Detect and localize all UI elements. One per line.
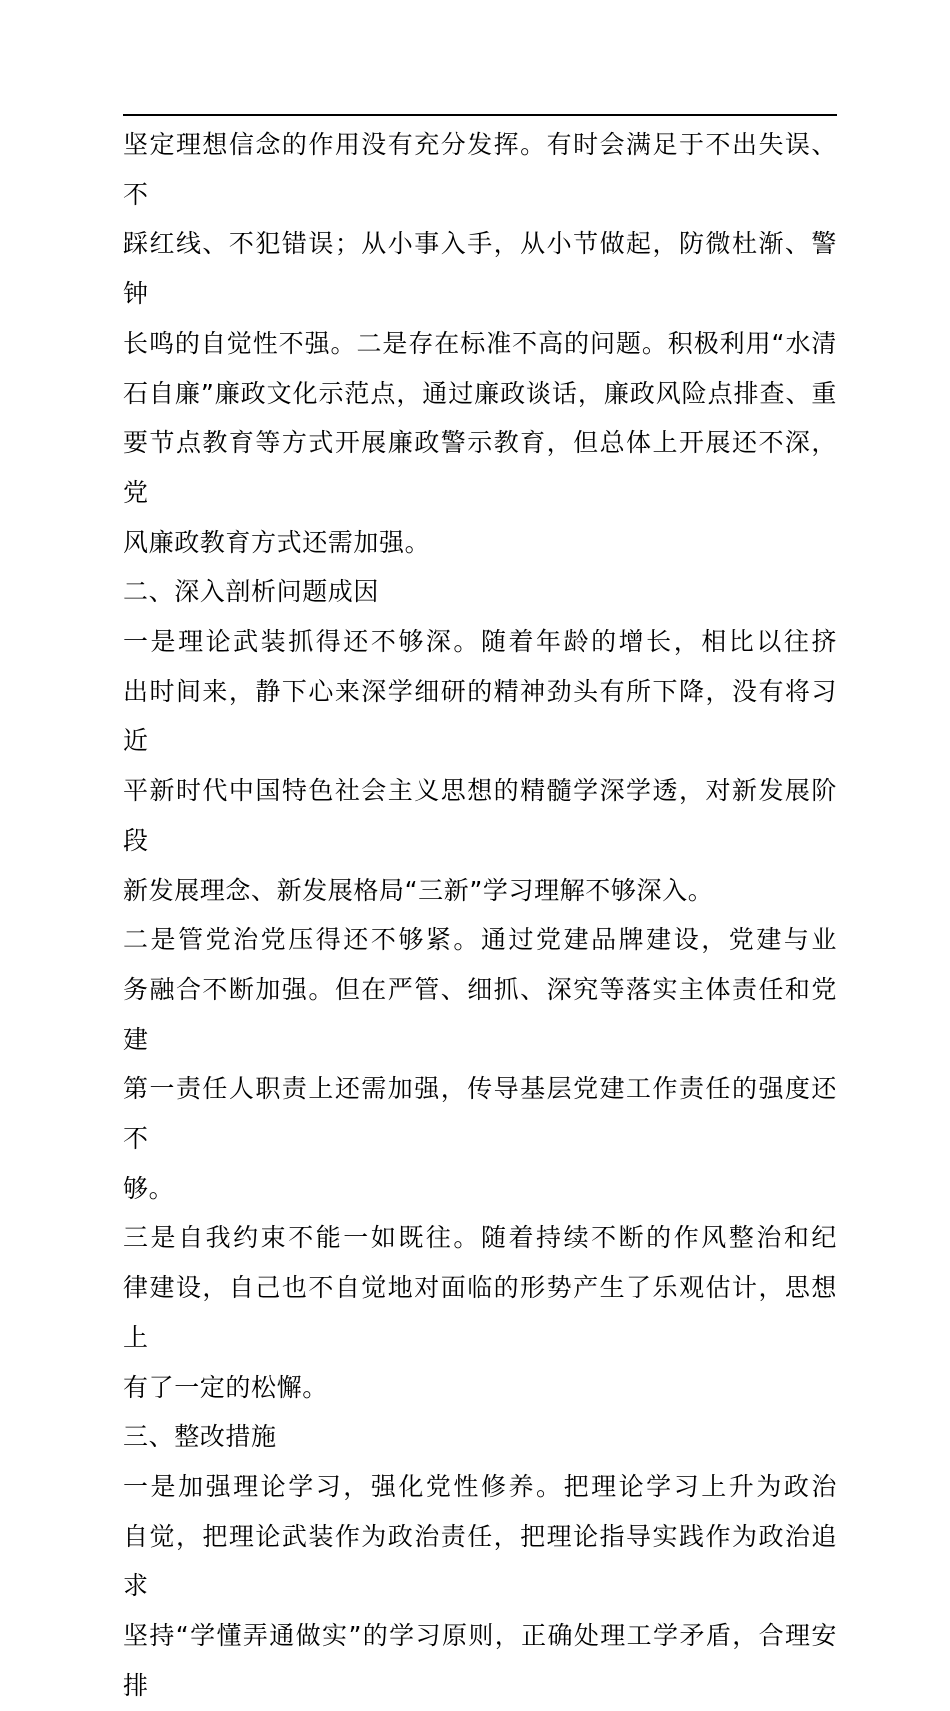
text-line: 平新时代中国特色社会主义思想的精髓学深学透，对新发展阶段	[123, 776, 837, 855]
text-line: 新发展理念、新发展格局“三新”学习理解不够深入。	[123, 875, 714, 905]
text-line: 要节点教育等方式开展廉政警示教育，但总体上开展还不深，党	[123, 428, 837, 507]
text-line: 三是自我约束不能一如既往。随着持续不断的作风整治和纪	[123, 1223, 837, 1253]
text-line: 坚定理想信念的作用没有充分发挥。有时会满足于不出失误、不	[123, 130, 837, 209]
text-line: 有了一定的松懈。	[123, 1372, 328, 1402]
text-line: 二是管党治党压得还不够紧。通过党建品牌建设，党建与业	[123, 925, 837, 955]
text-line: 风廉政教育方式还需加强。	[123, 527, 431, 557]
text-line: 律建设，自己也不自觉地对面临的形势产生了乐观估计，思想上	[123, 1273, 837, 1352]
text-line: 踩红线、不犯错误；从小事入手，从小节做起，防微杜渐、警钟	[123, 229, 837, 309]
text-line: 坚持“学懂弄通做实”的学习原则，正确处理工学矛盾，合理安排	[123, 1621, 837, 1700]
text-line: 务融合不断加强。但在严管、细抓、深究等落实主体责任和党建	[123, 974, 837, 1054]
text-line: 够。	[123, 1173, 175, 1203]
document-body	[123, 120, 837, 1711]
text-line: 出时间来，静下心来深学细研的精神劲头有所下降，没有将习近	[123, 676, 837, 756]
text-line: 自觉，把理论武装作为政治责任，把理论指导实践作为政治追求	[123, 1521, 837, 1601]
text-line: 一是理论武装抓得还不够深。随着年龄的增长，相比以往挤	[123, 627, 837, 657]
section-heading: 二、深入剖析问题成因	[123, 577, 380, 607]
section-heading: 三、整改措施	[123, 1422, 277, 1452]
header-rule	[123, 114, 837, 116]
text-line: 石自廉”廉政文化示范点，通过廉政谈话，廉政风险点排查、重	[123, 378, 837, 408]
text-line: 一是加强理论学习，强化党性修养。把理论学习上升为政治	[123, 1471, 837, 1501]
text-line: 第一责任人职责上还需加强，传导基层党建工作责任的强度还不	[123, 1074, 837, 1154]
text-line: 长鸣的自觉性不强。二是存在标准不高的问题。积极利用“水清	[123, 328, 837, 358]
